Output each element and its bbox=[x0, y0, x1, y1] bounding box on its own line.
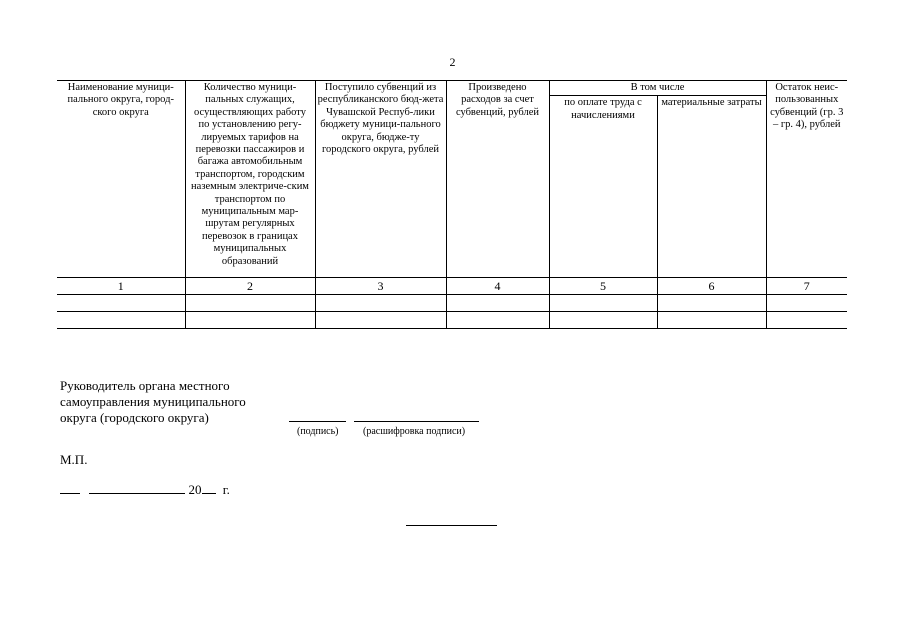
date-day-blank[interactable] bbox=[60, 482, 80, 494]
table-cell[interactable] bbox=[766, 312, 847, 329]
table-cell[interactable] bbox=[766, 295, 847, 312]
header-including-group: В том числе bbox=[549, 81, 766, 96]
table-cell[interactable] bbox=[657, 312, 766, 329]
column-number: 1 bbox=[57, 278, 185, 295]
header-labor-costs: по оплате труда с начислениями bbox=[549, 96, 657, 278]
date-year-prefix: 20 bbox=[188, 482, 202, 497]
document-end-line bbox=[406, 525, 497, 526]
table-cell[interactable] bbox=[446, 295, 549, 312]
header-unused-remainder: Остаток неис-пользованных субвенций (гр. 3 – гр. 4), рублей bbox=[766, 81, 847, 278]
column-number: 6 bbox=[657, 278, 766, 295]
table-cell[interactable] bbox=[315, 312, 446, 329]
table-cell[interactable] bbox=[657, 295, 766, 312]
header-employees-count: Количество муници-пальных служащих, осуществляющих работу по установлению регу-лируемых тарифов на перевозки пассажиров и багажа автомобильным транспортом, городским наземным электриче-ским транспортом по муниципальным мар-шрутам регулярных перевозок в границах муниципальных образований bbox=[185, 81, 315, 278]
page-number: 2 bbox=[449, 55, 456, 69]
table-cell[interactable] bbox=[57, 295, 185, 312]
signatory-title-line: самоуправления муниципального bbox=[60, 394, 246, 409]
signatory-title-line: Руководитель органа местного bbox=[60, 378, 230, 393]
signatory-title-line: округа (городского округа) bbox=[60, 410, 209, 425]
subsidy-report-table bbox=[57, 80, 847, 329]
signature-line[interactable] bbox=[289, 421, 346, 422]
column-number: 5 bbox=[549, 278, 657, 295]
table-cell[interactable] bbox=[446, 312, 549, 329]
header-expenses-made: Произведено расходов за счет субвенций, рублей bbox=[446, 81, 549, 278]
date-year-blank[interactable] bbox=[202, 482, 216, 494]
signature-caption: (подпись) bbox=[297, 426, 339, 437]
column-number: 2 bbox=[185, 278, 315, 295]
table-cell[interactable] bbox=[315, 295, 446, 312]
signature-decode-caption: (расшифровка подписи) bbox=[363, 426, 466, 437]
header-municipality: Наименование муници-пального округа, город-ского округа bbox=[57, 81, 185, 278]
table-cell[interactable] bbox=[57, 312, 185, 329]
header-material-costs: материальные затраты bbox=[657, 96, 766, 278]
header-subsidies-received: Поступило субвенций из республиканского бюд-жета Чувашской Респуб-лики бюджету муници-пального округа, бюдже-ту городского округа, рублей bbox=[315, 81, 446, 278]
date-month-blank[interactable] bbox=[89, 482, 185, 494]
table-cell[interactable] bbox=[549, 312, 657, 329]
column-number: 7 bbox=[766, 278, 847, 295]
date-year-suffix: г. bbox=[222, 482, 230, 497]
signature-decode-line[interactable] bbox=[354, 421, 479, 422]
column-numbers-row bbox=[57, 278, 847, 295]
table-cell[interactable] bbox=[185, 295, 315, 312]
table-cell[interactable] bbox=[185, 312, 315, 329]
column-number: 3 bbox=[315, 278, 446, 295]
date-line bbox=[60, 482, 230, 498]
table-row bbox=[57, 295, 847, 312]
table-cell[interactable] bbox=[549, 295, 657, 312]
column-number: 4 bbox=[446, 278, 549, 295]
table-row bbox=[57, 312, 847, 329]
signatory-title bbox=[60, 378, 246, 426]
seal-placeholder: М.П. bbox=[60, 452, 88, 467]
